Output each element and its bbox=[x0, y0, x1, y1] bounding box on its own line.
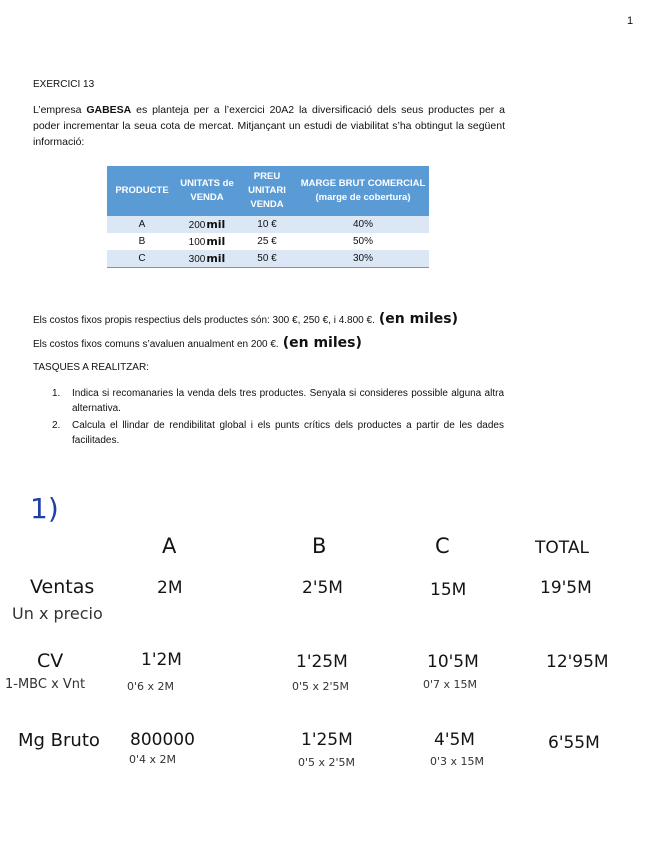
hw-mg-c: 4'5M bbox=[434, 730, 475, 750]
cell-units bbox=[177, 216, 237, 233]
cell-units bbox=[177, 250, 237, 268]
table-row bbox=[107, 216, 429, 233]
hw-ventas-sub: Un x precio bbox=[12, 604, 103, 623]
company-name: GABESA bbox=[86, 104, 132, 116]
cell-price: 25 € bbox=[237, 233, 297, 250]
intro-paragraph bbox=[33, 102, 505, 150]
list-item bbox=[52, 418, 504, 448]
table-header-row bbox=[107, 166, 429, 216]
hw-mg-total: 6'55M bbox=[548, 733, 600, 753]
common-costs-handwritten-note: (en miles) bbox=[282, 335, 362, 351]
task-number: 1. bbox=[52, 388, 61, 399]
task-number: 2. bbox=[52, 420, 61, 431]
hw-ventas-a: 2M bbox=[157, 578, 183, 598]
list-item bbox=[52, 386, 504, 416]
hw-col-total: TOTAL bbox=[535, 538, 589, 558]
page-number: 1 bbox=[627, 15, 634, 27]
hw-cv-total: 12'95M bbox=[546, 652, 609, 672]
hw-cv-b: 1'25M bbox=[296, 652, 348, 672]
table-row bbox=[107, 250, 429, 268]
handwritten-mil: mil bbox=[206, 235, 226, 248]
header-marge: MARGE BRUT COMERCIAL (marge de cobertura) bbox=[297, 166, 429, 216]
hw-cv-a: 1'2M bbox=[141, 650, 182, 670]
task-list bbox=[52, 386, 504, 450]
hw-cv-b-sub: 0'5 x 2'5M bbox=[292, 680, 350, 693]
hw-cv-label: CV bbox=[37, 650, 64, 672]
cell-price: 50 € bbox=[237, 250, 297, 268]
hw-ventas-c: 15M bbox=[430, 580, 467, 600]
common-costs-line bbox=[33, 335, 362, 351]
hw-ventas-label: Ventas bbox=[30, 576, 95, 598]
hw-mg-a: 800000 bbox=[130, 730, 195, 750]
units-value: 200 bbox=[188, 220, 206, 231]
header-unitats: UNITATS de VENDA bbox=[177, 166, 237, 216]
tasks-heading: TASQUES A REALITZAR: bbox=[33, 362, 149, 373]
hw-col-c: C bbox=[435, 534, 450, 558]
cell-units bbox=[177, 233, 237, 250]
hw-mg-a-sub: 0'4 x 2M bbox=[129, 753, 177, 766]
intro-before: L’empresa bbox=[33, 104, 87, 116]
units-value: 100 bbox=[188, 237, 206, 248]
cell-margin: 50% bbox=[297, 233, 429, 250]
hw-cv-a-sub: 0'6 x 2M bbox=[127, 680, 175, 693]
task-text: Indica si recomanaries la venda dels tres productes. Senyala si consideres possible alguna altra alternativa. bbox=[72, 388, 504, 414]
hw-mg-label: Mg Bruto bbox=[18, 730, 100, 751]
intro-after: es planteja per a l’exercici 20A2 la diversificació dels seus productes per a poder incrementar la seua cota de mercat. Mitjançant un estudi de viabilitat s’ha obtingut la següent informació: bbox=[33, 104, 505, 148]
hw-ventas-total: 19'5M bbox=[540, 578, 592, 598]
fixed-costs-handwritten-note: (en miles) bbox=[378, 311, 459, 327]
product-table bbox=[107, 166, 429, 268]
common-costs-text: Els costos fixos comuns s’avaluen anualment en 200 €. bbox=[33, 339, 279, 350]
handwritten-mil: mil bbox=[206, 252, 226, 265]
hw-cv-sub: 1-MBC x Vnt bbox=[5, 677, 86, 692]
units-value: 300 bbox=[188, 254, 206, 265]
hw-ventas-b: 2'5M bbox=[302, 578, 343, 598]
cell-product: A bbox=[107, 216, 177, 233]
table-row bbox=[107, 233, 429, 250]
header-preu: PREU UNITARI VENDA bbox=[237, 166, 297, 216]
fixed-costs-line bbox=[33, 311, 458, 327]
fixed-costs-text: Els costos fixos propis respectius dels productes són: 300 €, 250 €, i 4.800 €. bbox=[33, 315, 375, 326]
task-text: Calcula el llindar de rendibilitat global i els punts crítics dels productes a partir de les dades facilitades. bbox=[72, 420, 504, 446]
cell-margin: 40% bbox=[297, 216, 429, 233]
cell-product: C bbox=[107, 250, 177, 268]
hw-col-a: A bbox=[162, 534, 177, 558]
cell-product: B bbox=[107, 233, 177, 250]
exercise-title: EXERCICI 13 bbox=[33, 79, 95, 90]
handwritten-mil: mil bbox=[206, 218, 226, 231]
hw-col-b: B bbox=[312, 534, 327, 558]
cell-price: 10 € bbox=[237, 216, 297, 233]
hw-cv-c-sub: 0'7 x 15M bbox=[423, 678, 478, 691]
hw-mg-b: 1'25M bbox=[301, 730, 353, 750]
cell-margin: 30% bbox=[297, 250, 429, 268]
hw-mg-b-sub: 0'5 x 2'5M bbox=[298, 756, 356, 769]
hw-mg-c-sub: 0'3 x 15M bbox=[430, 755, 485, 768]
hw-section-label: 1) bbox=[30, 492, 59, 525]
header-producte: PRODUCTE bbox=[107, 166, 177, 216]
hw-cv-c: 10'5M bbox=[427, 652, 479, 672]
